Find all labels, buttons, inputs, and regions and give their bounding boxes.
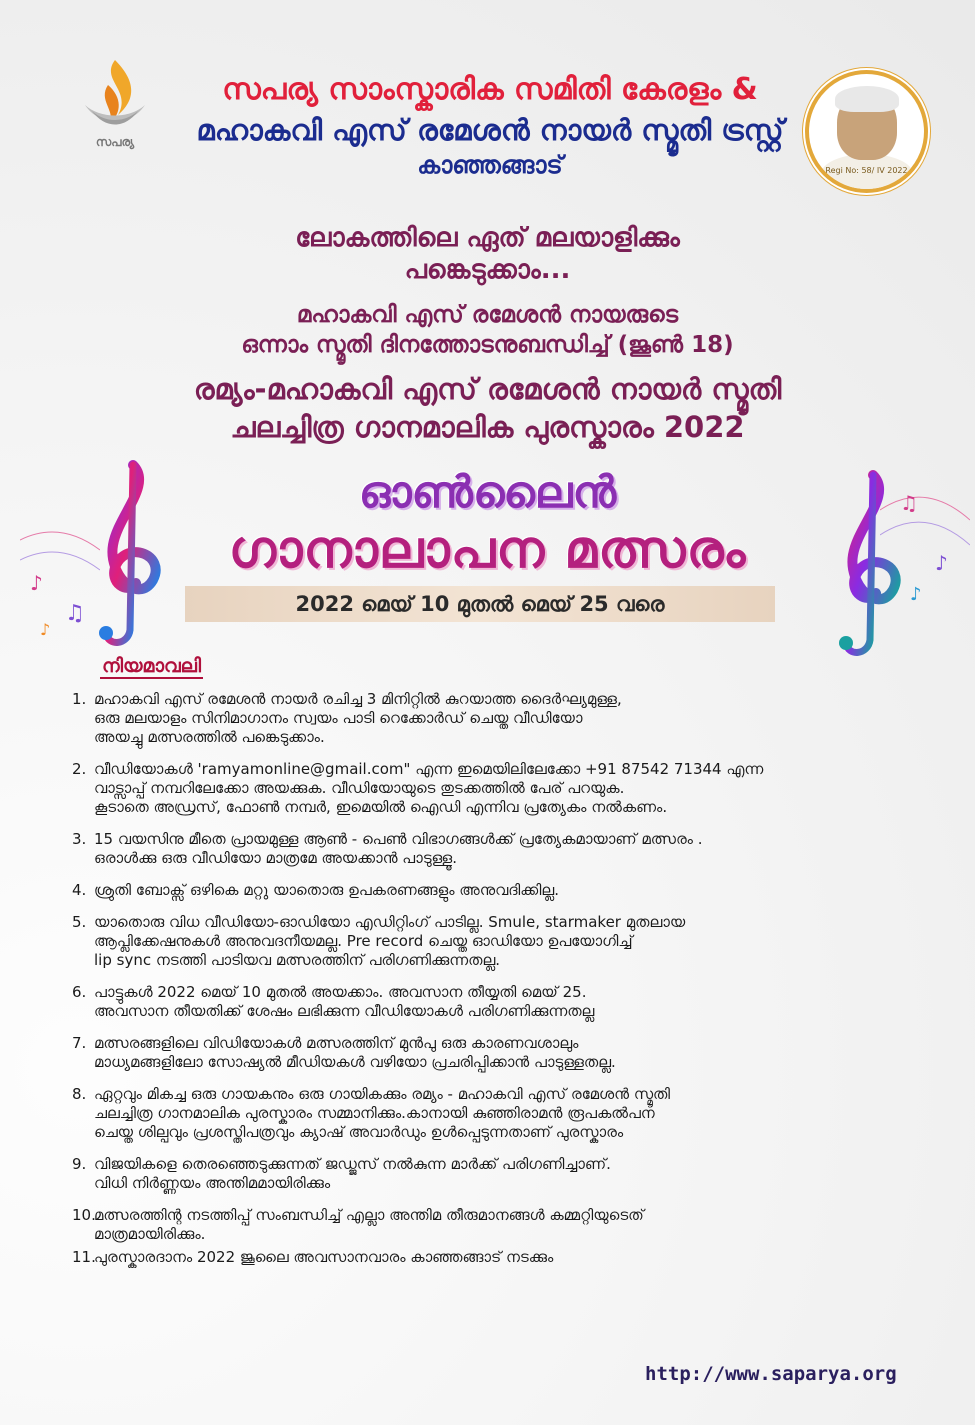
intro-line-4: ഒന്നാം സ്മൃതി ദിനത്തോടനുബന്ധിച്ച് (ജൂൺ 18) bbox=[241, 332, 734, 358]
rule-number: 3. bbox=[72, 830, 87, 848]
rule-number: 10. bbox=[72, 1206, 96, 1224]
header bbox=[180, 70, 800, 180]
portrait-hair bbox=[835, 86, 899, 112]
music-notes-right-icon bbox=[880, 480, 970, 620]
rule-item bbox=[72, 913, 872, 970]
rule-text: 15 വയസിനു മീതെ പ്രായമുള്ള ആൺ - പെൺ വിഭാഗങ്ങൾക്ക് പ്രത്യേകമായാണ് മത്സരം . ഒരാൾക്കു ഒരു വീഡിയോ മാത്രമേ അയക്കാൻ പാടുള്ളൂ. bbox=[94, 830, 703, 867]
contest-dates: 2022 മെയ് 10 മുതൽ മെയ് 25 വരെ bbox=[185, 586, 775, 622]
intro-line-1: ലോകത്തിലെ ഏത് മലയാളിക്കും bbox=[295, 223, 680, 253]
rule-item bbox=[72, 1248, 872, 1267]
rule-number: 11. bbox=[72, 1248, 96, 1266]
rule-item bbox=[72, 1155, 872, 1193]
intro-line-3: മഹാകവി എസ് രമേശൻ നായരുടെ bbox=[296, 302, 679, 328]
rule-item bbox=[72, 690, 872, 747]
rule-text: ശ്രുതി ബോക്സ് ഒഴികെ മറ്റു യാതൊരു ഉപകരണങ്ങളും അനുവദിക്കില്ല. bbox=[94, 881, 559, 899]
rule-item bbox=[72, 1034, 872, 1072]
svg-text:♫: ♫ bbox=[900, 491, 918, 515]
org-title-2: മഹാകവി എസ് രമേശൻ നായർ സ്മൃതി ട്രസ്റ്റ് bbox=[196, 113, 784, 147]
svg-text:♪: ♪ bbox=[910, 584, 922, 605]
rule-number: 1. bbox=[72, 690, 87, 708]
rule-text: യാതൊരു വിധ വീഡിയോ-ഓഡിയോ എഡിറ്റിംഗ് പാടില്ല. Smule, starmaker മുതലായ ആപ്ലിക്കേഷനുകൾ അനുവദനീയമല്ല. Pre record ചെയ്ത ഓഡിയോ ഉപയോഗിച്ച് lip sync നടത്തി പാടിയവ മത്സരത്തിന് പരിഗണിക്കുന്നതല്ല. bbox=[94, 913, 686, 969]
rule-text: പുരസ്കാരദാനം 2022 ജൂലൈ അവസാനവാരം കാഞ്ഞങ്ങാട് നടക്കും bbox=[94, 1248, 554, 1266]
rule-text: മത്സരത്തിന്റ നടത്തിപ്പ് സംബന്ധിച്ച് എല്ലാ അന്തിമ തീരുമാനങ്ങൾ കമ്മറ്റിയുടെത് മാത്രമായിരിക്കും. bbox=[94, 1206, 644, 1243]
website-link[interactable]: http://www.saparya.org bbox=[645, 1363, 897, 1385]
rule-number: 8. bbox=[72, 1085, 87, 1103]
rule-item bbox=[72, 760, 872, 817]
rule-text: മഹാകവി എസ് രമേശൻ നായർ രചിച്ച 3 മിനിറ്റിൽ കുറയാത്ത ദൈർഘ്യമുള്ള, ഒരു മലയാളം സിനിമാഗാനം സ്വയം പാടി റെക്കോർഡ് ചെയ്ത വീഡിയോ അയച്ചു മത്സരത്തിൽ പങ്കെടുക്കാം. bbox=[94, 690, 622, 746]
rule-number: 9. bbox=[72, 1155, 87, 1173]
intro-line-2: പങ്കെടുക്കാം... bbox=[404, 255, 571, 285]
svg-text:♪: ♪ bbox=[30, 571, 43, 595]
rule-text: വീഡിയോകൾ 'ramyamonline@gmail.com" എന്ന ഇമെയിലിലേക്കോ +91 87542 71344 എന്ന വാട്സാപ്പ് നമ്പറിലേക്കോ അയക്കുക. വീഡിയോയുടെ തുടക്കത്തിൽ പേര് പറയുക. കൂടാതെ അഡ്രസ്, ഫോൺ നമ്പർ, ഇമെയിൽ ഐഡി എന്നിവ പ്രത്യേകം നൽകണം. bbox=[94, 760, 764, 816]
rule-text: വിജയികളെ തെരഞ്ഞെടുക്കുന്നത് ജഡ്ജസ് നൽകുന്ന മാർക്ക് പരിഗണിച്ചാണ്. വിധി നിർണ്ണയം അന്തിമമായിരിക്കും bbox=[94, 1155, 611, 1192]
online-title: ഓൺലൈൻ bbox=[358, 467, 617, 518]
intro-block bbox=[100, 222, 875, 446]
rule-item bbox=[72, 983, 872, 1021]
rules-list bbox=[72, 690, 872, 1280]
svg-text:♪: ♪ bbox=[935, 551, 948, 575]
music-notes-left-icon bbox=[20, 520, 100, 640]
saparya-logo bbox=[70, 55, 160, 165]
trust-seal bbox=[805, 70, 928, 193]
rules-heading: നിയമാവലി bbox=[102, 655, 202, 677]
rule-number: 6. bbox=[72, 983, 87, 1001]
rule-text: പാട്ടുകൾ 2022 മെയ് 10 മുതൽ അയക്കാം. അവസാന തീയ്യതി മെയ് 25. അവസാന തീയതിക്ക് ശേഷം ലഭിക്കുന്ന വീഡിയോകൾ പരിഗണിക്കുന്നതല്ല bbox=[94, 983, 595, 1020]
contest-title: ഗാനാലാപന മത്സരം bbox=[228, 520, 747, 580]
rule-number: 4. bbox=[72, 881, 87, 899]
rule-text: മത്സരങ്ങളിലെ വിഡിയോകൾ മത്സരത്തിന് മുൻപു ഒരു കാരണവശാലും മാധ്യമങ്ങളിലോ സോഷ്യൽ മീഡിയകൾ വഴിയോ പ്രചരിപ്പിക്കാൻ പാടുള്ളതല്ല. bbox=[94, 1034, 616, 1071]
rule-item bbox=[72, 1206, 872, 1244]
org-title-1: സപര്യ സാംസ്കാരിക സമിതി കേരളം & bbox=[222, 72, 758, 107]
rule-number: 2. bbox=[72, 760, 87, 778]
rule-number: 7. bbox=[72, 1034, 87, 1052]
award-title-1: രമ്യം-മഹാകവി എസ് രമേശൻ നായർ സ്മൃതി bbox=[193, 372, 782, 406]
rule-item bbox=[72, 1085, 872, 1142]
flame-logo-icon bbox=[70, 55, 160, 135]
rule-text: ഏറ്റവും മികച്ച ഒരു ഗായകനും ഒരു ഗായികക്കും രമ്യം - മഹാകവി എസ് രമേശൻ സ്മൃതി ചലച്ചിത്ര ഗാനമാലിക പുരസ്കാരം സമ്മാനിക്കും.കാനായി കുഞ്ഞിരാമൻ രൂപകൽപന ചെയ്ത ശില്പവും പ്രശസ്തിപത്രവും ക്യാഷ് അവാർഡും ഉൾപ്പെടുന്നതാണ് പുരസ്കാരം bbox=[94, 1085, 671, 1141]
rule-item bbox=[72, 881, 872, 900]
award-title-2: ചലച്ചിത്ര ഗാനമാലിക പുരസ്കാരം 2022 bbox=[230, 410, 745, 444]
rule-item bbox=[72, 830, 872, 868]
logo-text: സപര്യ bbox=[95, 135, 135, 149]
org-location: കാഞ്ഞങ്ങാട് bbox=[417, 151, 563, 179]
svg-text:♪: ♪ bbox=[40, 620, 51, 639]
svg-text:♫: ♫ bbox=[65, 601, 85, 626]
seal-registration: Regi No: 58/ IV 2022 bbox=[825, 166, 908, 175]
rule-number: 5. bbox=[72, 913, 87, 931]
